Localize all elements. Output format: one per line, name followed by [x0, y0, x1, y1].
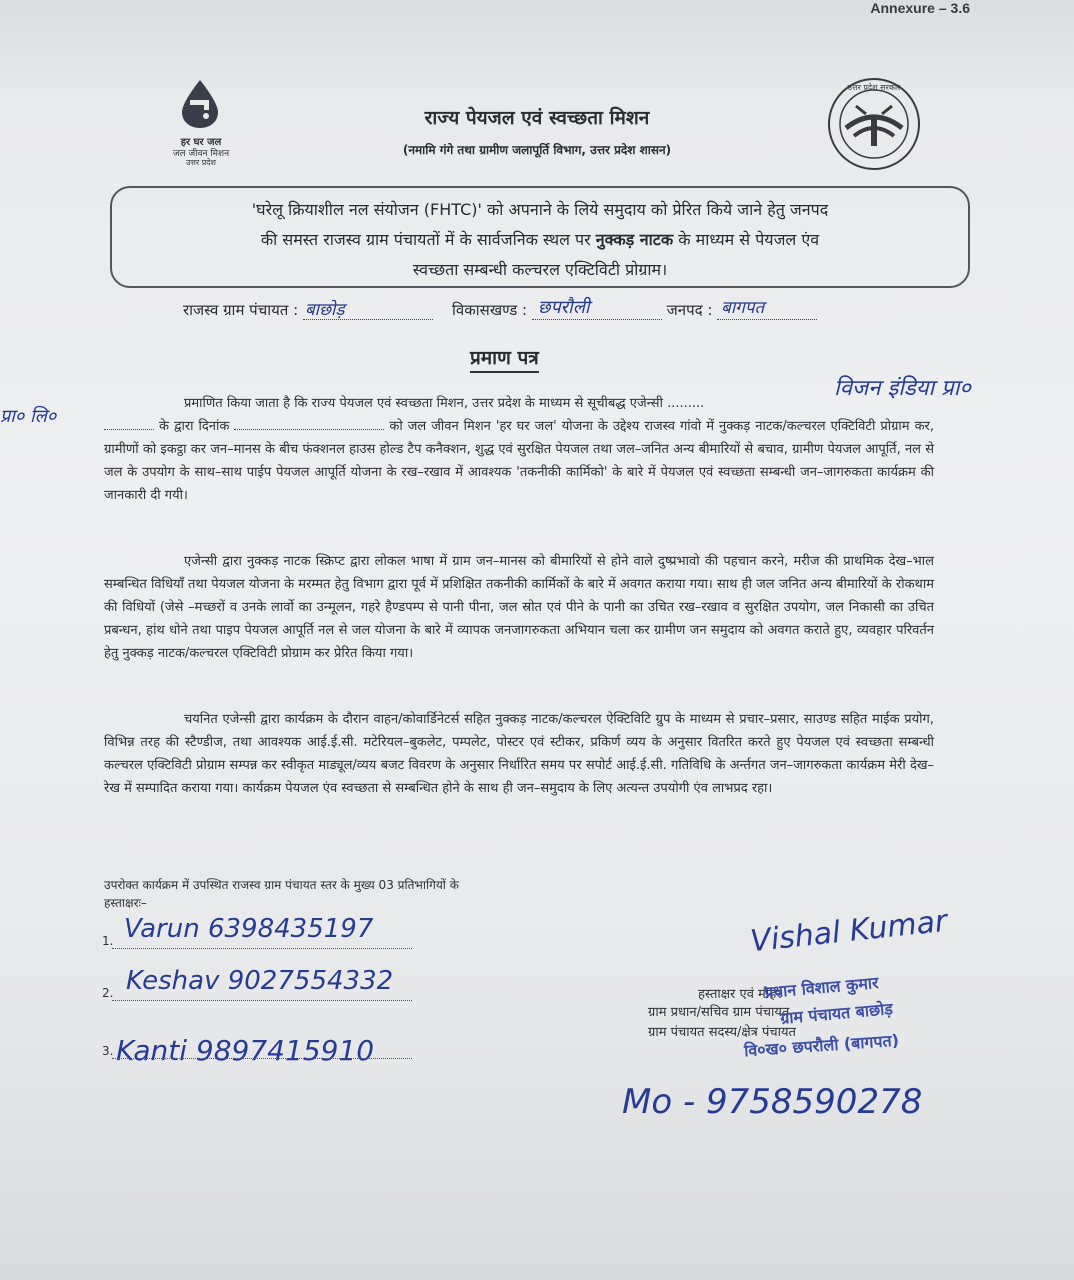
mobile-number-handwritten: Mo - 9758590278	[622, 1082, 923, 1122]
block-value: छपरौली	[537, 297, 590, 318]
block-label: विकासखण्ड :	[452, 301, 528, 319]
signatory-line-3: ग्राम पंचायत सदस्य/क्षेत्र पंचायत	[648, 1025, 796, 1040]
certificate-title: प्रमाण पत्र	[470, 344, 539, 373]
pradhan-signature: Vishal Kumar	[748, 903, 949, 960]
agency-handwriting: विजन इंडिया प्रा०	[834, 376, 971, 401]
district-field	[717, 298, 817, 320]
para1-text-c: को जल जीवन मिशन 'हर घर जल' योजना के उद्देश्य राजस्व गांवो में नुक्कड़ नाटक/कल्चरल एक्टिविटी प्रोग्राम कर, ग्रामीणों को इकट्ठा कर जन–मानस के बीच फंक्शनल हाउस होल्ड टैप कनैक्शन, शुद्ध एवं सुरक्षित पेयजल तथा जल–जनित अन्य बीमारियों से बचाव, ग्रामीण पेयजल आपूर्ति, नल से जल के उपयोग के साथ–साथ पाईप पेयजल आपूर्ति योजना के रख–रखाव में आवश्यक 'तकनीकी कार्मिको' के बारे में पेयजल एवं स्वच्छता सम्बन्धी जन–जागरुकता कार्यक्रम की जानकारी दी गयी।	[104, 419, 935, 503]
participant-line-1	[112, 948, 412, 949]
logo-caption-2: जल जीवन मिशन	[172, 149, 230, 159]
gp-label: राजस्व ग्राम पंचायत :	[183, 301, 299, 319]
box-bold-nukkad: नुक्कड़ नाटक	[595, 230, 674, 249]
para3-text: चयनित एजेन्सी द्वारा कार्यक्रम के दौरान वाहन/कोवार्डिनेटर्स सहित नुक्कड़ नाटक/कल्चरल ऐक्टिविटि ग्रुप के माध्यम से प्रचार–प्रसार, साउण्ड सहित माईक प्रयोग, विभिन्न तरह की स्टैण्डीज, तथा आवश्यक आई.ई.सी. मटेरियल–बुकलेट, पम्पलेट, पोस्टर एवं स्टीकर, प्रकिर्ण व्यय के अनुसार वितरित करते हुए पेयजल एवं स्वच्छता सम्बन्धी कल्चरल एक्टिविटी प्रोग्राम सम्पन्न कर स्वीकृत माड्यूल/व्यय बजट विवरण के अनुसार निर्धारित समय पर सपोर्ट आई.ई.सी. गतिविधि के अर्न्तगत जन–जागरुकता कार्यक्रम मेरी देख–रेख में सम्पादित कराया गया। कार्यक्रम पेयजल एंव स्वच्छता से सम्बन्धित होने के साथ ही जन–समुदाय के लिए अत्यन्त उपयोगी एंव लाभप्रद रहा।	[104, 712, 934, 796]
participant-line-2	[112, 1000, 412, 1001]
participant-num-2: 2.	[102, 986, 114, 1000]
stamp-line-2: ग्राम पंचायत बाछोड़	[779, 999, 894, 1028]
box-line-1: 'घरेलू क्रियाशील नल संयोजन (FHTC)' को अपनाने के लिये समुदाय को प्रेरित किये जाने हेतु जनपद	[251, 200, 829, 219]
gp-field	[303, 301, 433, 320]
participants-intro: उपरोक्त कार्यक्रम में उपस्थित राजस्व ग्राम पंचायत स्तर के मुख्य 03 प्रतिभागियों के	[104, 878, 459, 892]
mission-title: राज्य पेयजल एवं स्वच्छता मिशन	[424, 107, 650, 129]
participant-num-3: 3.	[102, 1044, 114, 1058]
para1-first-line: प्रमाणित किया जाता है कि राज्य पेयजल एवं स्वच्छता मिशन, उत्तर प्रदेश के माध्यम से सूचीबद्ध एजेन्सी .........	[184, 396, 705, 411]
gp-value: बाछोड़	[304, 300, 345, 320]
emblem-text: उत्तर प्रदेश सरकार	[847, 83, 901, 92]
para1-text-a: प्रमाणित किया जाता है कि राज्य पेयजल एवं स्वच्छता मिशन, उत्तर प्रदेश के माध्यम से सूचीबद्ध एजेन्सी	[184, 396, 663, 411]
signatory-line-2: ग्राम प्रधान/सचिव ग्राम पंचायत	[648, 1005, 790, 1020]
block-field	[532, 297, 662, 320]
program-description-box	[110, 186, 970, 288]
para1-text-b: के द्वारा दिनांक	[159, 419, 230, 434]
stamp-line-1: प्रधान विशाल कुमार	[763, 973, 880, 1002]
signatory-line-1: हस्ताक्षर एवं मोहर	[698, 987, 782, 1002]
district-value: बागपत	[721, 298, 765, 318]
participants-intro-2: हस्ताक्षरः–	[104, 896, 147, 910]
participant-line-3	[112, 1058, 412, 1059]
box-line-3: स्वच्छता सम्बन्धी कल्चरल एक्टिविटी प्रोग्राम।	[412, 260, 668, 279]
mission-subtitle: (नमामि गंगे तथा ग्रामीण जलापूर्ति विभाग, उत्तर प्रदेश शासन)	[402, 143, 672, 157]
location-fields	[183, 297, 817, 320]
paragraph-1	[104, 415, 934, 507]
participant-signature-1: Varun 6398435197	[124, 914, 374, 944]
para2-text: एजेन्सी द्वारा नुक्कड़ नाटक स्क्रिप्ट द्वारा लोकल भाषा में ग्राम जन–मानस को बीमारियों से होने वाले दुष्प्रभावो की पहचान करने, मरीज की प्राथमिक देख–भाल सम्बन्धित विधियाँ तथा पेयजल योजना के मरम्मत हेतु विभाग द्वारा पूर्व में प्रशिक्षित तकनीकी कार्मिकों के बारे में अवगत कराया गया। साथ ही जल जनित अन्य बीमारियों के रोकथाम की विधियों (जेसे –मच्छरों व उनके लार्वो का उन्मूलन, गहरे हैण्डपम्प से पानी पीना, जल स्रोत एवं पीने के पानी का उचित रख–रखाव व सुरक्षित उपयोग, जल निकासी का उचित प्रबन्धन, हांथ धोने तथा पाइप पेयजल आपूर्ति नल से जल योजना के बारे में व्यापक जनजागरुकता अभियान चला कर ग्रामीण जन समुदाय को अवगत कराते हुए, व्यवहार परिवर्तन हेतु नुक्कड़ नाटक/कल्चरल एक्टिविटी प्रोग्राम कर प्रेरित किया गया।	[104, 554, 934, 661]
box-line-2: की समस्त राजस्व ग्राम पंचायतों में के सार्वजनिक स्थल पर नुक्कड़ नाटक के माध्यम से पेयजल एंव	[260, 230, 820, 249]
paragraph-3	[104, 708, 934, 800]
logo-caption-3: उत्तर प्रदेश	[186, 158, 216, 167]
participant-num-1: 1.	[102, 934, 114, 948]
logo-caption-1: हर घर जल	[180, 137, 222, 148]
district-label: जनपद :	[666, 301, 713, 319]
participant-signature-3: Kanti 9897415910	[116, 1034, 375, 1067]
participant-signature-2: Keshav 9027554332	[126, 966, 394, 996]
stamp-line-3: वि०ख० छपरौली (बागपत)	[743, 1030, 900, 1061]
annexure-label: Annexure – 3.6	[870, 0, 970, 16]
paragraph-2	[104, 550, 934, 665]
agency-handwriting-margin: प्रा० लि०	[0, 406, 57, 427]
